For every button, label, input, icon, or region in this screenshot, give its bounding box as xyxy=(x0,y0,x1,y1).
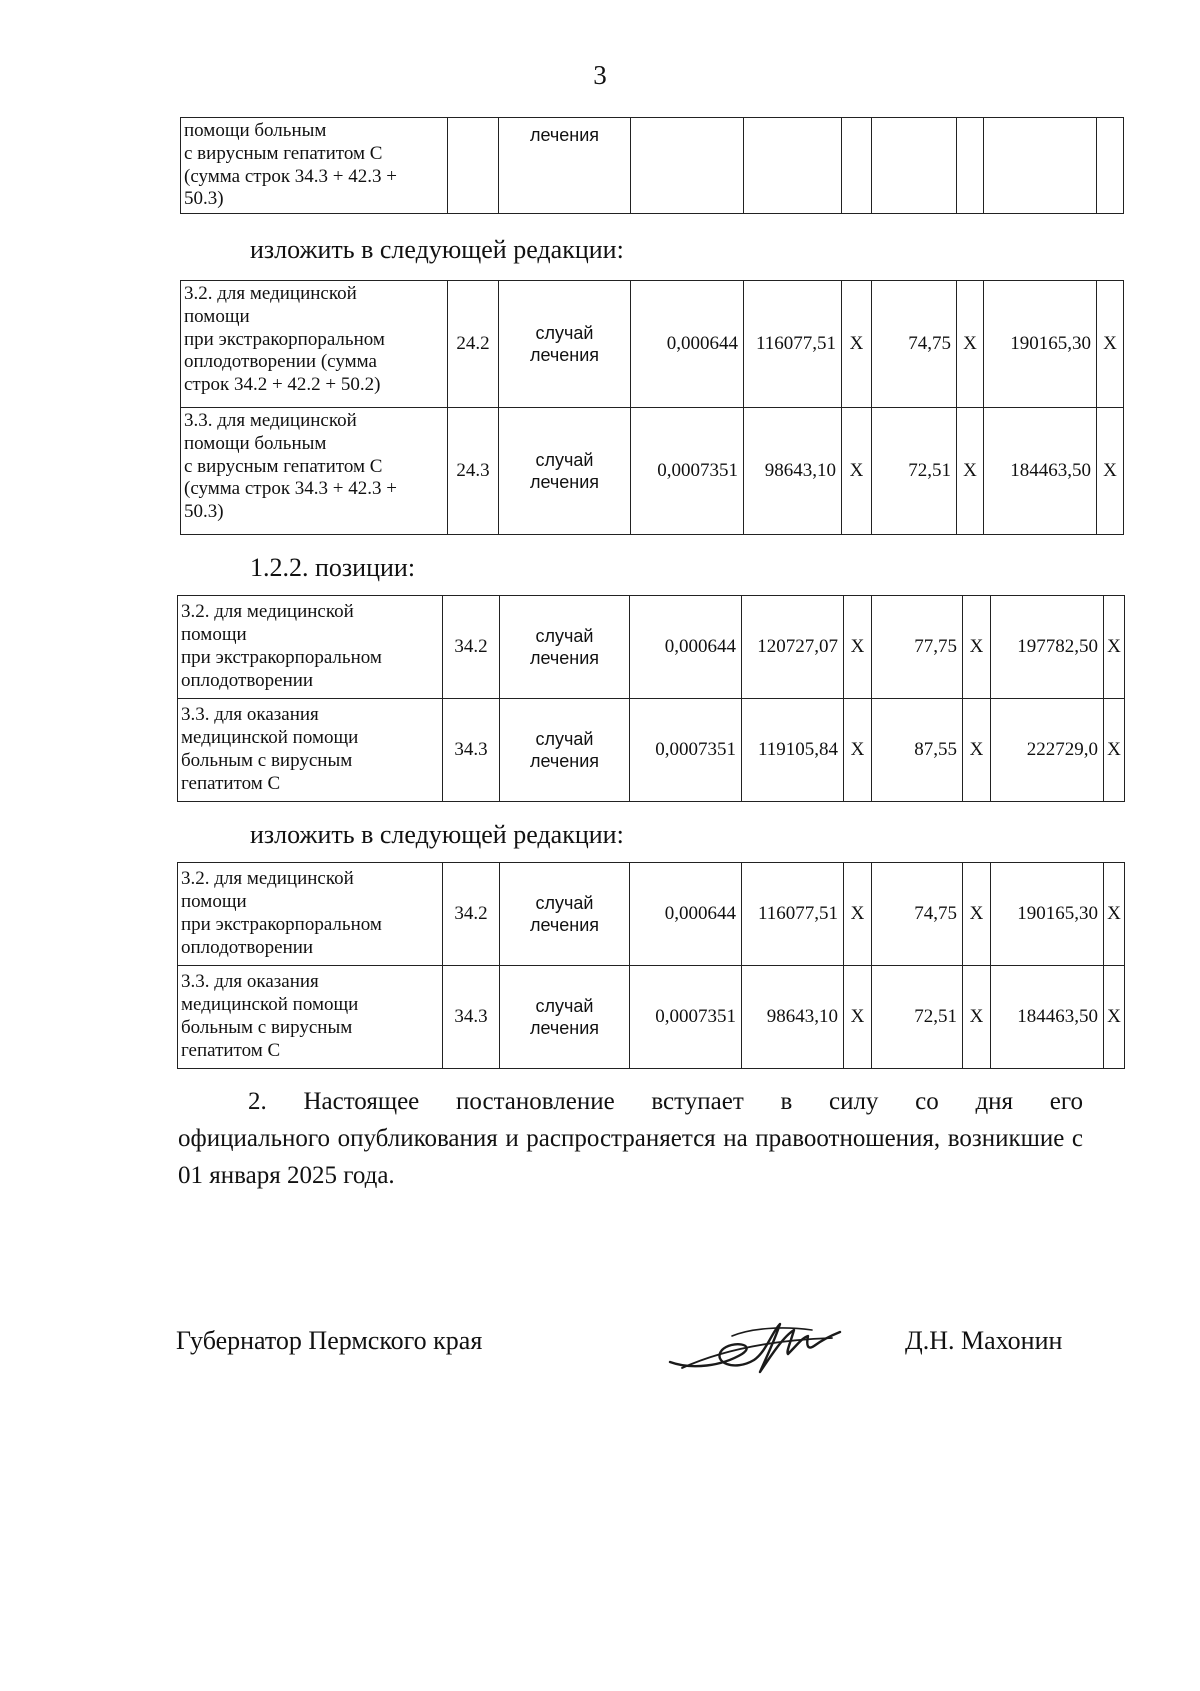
name-line: 50.3) xyxy=(184,188,224,210)
name-line: при экстракорпоральном xyxy=(181,914,382,935)
cell-cost: 120727,07 xyxy=(742,596,844,699)
cell-position-name xyxy=(178,699,443,802)
cell-position-name xyxy=(181,281,448,408)
name-line: (сумма строк 34.3 + 42.3 + xyxy=(184,478,397,500)
cell-norm xyxy=(631,118,744,214)
unit-line: случай xyxy=(535,322,594,343)
table-new-edition-34 xyxy=(177,862,1125,1069)
name-line: оплодотворении xyxy=(181,936,314,958)
name-line: 3.3. для оказания xyxy=(181,704,319,726)
cell-per-capita: 72,51 xyxy=(872,966,963,1069)
cell-per-capita: 74,75 xyxy=(872,863,963,966)
name-line: оплодотворении (сумма xyxy=(184,351,377,373)
name-line: 50.3) xyxy=(184,501,224,523)
table-positions-34 xyxy=(177,595,1125,802)
unit-line: лечения xyxy=(529,915,600,935)
name-line: больным с вирусным xyxy=(181,750,353,771)
name-line: помощи больным xyxy=(184,432,327,454)
cell-position-name xyxy=(178,863,443,966)
cell-unit xyxy=(500,699,630,802)
handwritten-signature xyxy=(662,1310,852,1380)
table-row xyxy=(178,966,1125,1069)
cell-amount: 190165,30 xyxy=(991,863,1104,966)
name-line: медицинской помощи xyxy=(181,727,359,749)
cell-x: X xyxy=(1104,699,1125,802)
table-row xyxy=(181,408,1124,535)
cell-x: X xyxy=(963,699,991,802)
cell-row-code: 34.3 xyxy=(443,966,500,1069)
unit-line: случай xyxy=(535,892,594,913)
cell-norm: 0,000644 xyxy=(630,596,742,699)
name-line: помощи больным xyxy=(184,120,327,141)
cell-x: X xyxy=(1097,408,1124,535)
cell-x: X xyxy=(842,281,872,408)
name-line: с вирусным гепатитом С xyxy=(184,142,383,164)
cell-row-code: 34.2 xyxy=(443,863,500,966)
name-line: строк 34.2 + 42.2 + 50.2) xyxy=(184,374,381,396)
heading-positions: 1.2.2. позиции: xyxy=(250,553,416,582)
table-row xyxy=(178,863,1125,966)
cell-cost: 119105,84 xyxy=(742,699,844,802)
unit-line: случай xyxy=(535,449,594,470)
unit-line: лечения xyxy=(529,751,600,771)
signatory-name: Д.Н. Махонин xyxy=(905,1326,1063,1355)
table-new-edition-24 xyxy=(180,280,1124,535)
cell-cost: 98643,10 xyxy=(742,966,844,1069)
name-line: 3.2. для медицинской xyxy=(184,283,357,304)
name-line: медицинской помощи xyxy=(181,994,359,1016)
name-line: гепатитом С xyxy=(181,1039,281,1061)
name-line: 3.2. для медицинской xyxy=(181,601,354,623)
signatory-title: Губернатор Пермского края xyxy=(176,1326,483,1355)
cell-position-name xyxy=(178,966,443,1069)
cell-unit xyxy=(499,281,631,408)
cell-x: X xyxy=(844,966,872,1069)
table-row xyxy=(178,596,1125,699)
cell-unit xyxy=(499,118,631,214)
table-row xyxy=(181,281,1124,408)
cell-row-code: 34.3 xyxy=(443,699,500,802)
cell-per-capita: 74,75 xyxy=(872,281,957,408)
cell-unit xyxy=(499,408,631,535)
cell-cost: 98643,10 xyxy=(744,408,842,535)
name-line: 3.3. для медицинской xyxy=(184,410,357,431)
cell-x: X xyxy=(963,863,991,966)
cell-position-name xyxy=(178,596,443,699)
unit-line: случай xyxy=(535,995,594,1016)
cell-row-code: 24.3 xyxy=(448,408,499,535)
heading-new-edition-2: изложить в следующей редакции: xyxy=(250,820,624,849)
name-line: помощи xyxy=(181,891,247,913)
unit-line: лечения xyxy=(529,125,600,145)
cell-amount: 197782,50 xyxy=(991,596,1104,699)
paragraph-line-1: 2. Настоящее постановление вступает в силу со дня его xyxy=(248,1088,1083,1115)
cell-x: X xyxy=(963,966,991,1069)
name-line: при экстракорпоральном xyxy=(181,647,382,668)
name-line: 3.2. для медицинской xyxy=(181,868,354,890)
cell-x: X xyxy=(1097,281,1124,408)
cell-x: X xyxy=(1104,863,1125,966)
name-line: помощи xyxy=(181,624,247,646)
unit-line: лечения xyxy=(529,648,600,668)
name-line: с вирусным гепатитом С xyxy=(184,455,383,477)
cell-row-code: 24.2 xyxy=(448,281,499,408)
cell-cost xyxy=(744,118,842,214)
cell-norm: 0,0007351 xyxy=(630,699,742,802)
cell-x: X xyxy=(1104,596,1125,699)
cell-per-capita: 72,51 xyxy=(872,408,957,535)
cell-amount: 222729,0 xyxy=(991,699,1104,802)
table-row xyxy=(181,118,1124,214)
name-line: гепатитом С xyxy=(181,772,281,794)
cell-cost: 116077,51 xyxy=(744,281,842,408)
name-line: больным с вирусным xyxy=(181,1017,353,1038)
cell-x xyxy=(957,118,984,214)
name-line: помощи xyxy=(184,305,250,327)
unit-line: случай xyxy=(535,728,594,749)
cell-amount: 184463,50 xyxy=(984,408,1097,535)
cell-x xyxy=(1097,118,1124,214)
effective-date-paragraph xyxy=(178,1083,1083,1194)
cell-x xyxy=(842,118,872,214)
cell-cost: 116077,51 xyxy=(742,863,844,966)
cell-x: X xyxy=(844,863,872,966)
cell-norm: 0,0007351 xyxy=(631,408,744,535)
cell-row-code: 34.2 xyxy=(443,596,500,699)
cell-norm: 0,0007351 xyxy=(630,966,742,1069)
cell-unit xyxy=(500,596,630,699)
table-row xyxy=(178,699,1125,802)
cell-x: X xyxy=(957,408,984,535)
paragraph-rest: официального опубликования и распространяется на правоотношения, возникшие с 01 января 2025 года. xyxy=(178,1125,1083,1189)
cell-amount xyxy=(984,118,1097,214)
unit-line: лечения xyxy=(529,472,600,492)
cell-x: X xyxy=(957,281,984,408)
name-line: при экстракорпоральном xyxy=(184,328,385,350)
cell-unit xyxy=(500,966,630,1069)
heading-new-edition-1: изложить в следующей редакции: xyxy=(250,235,624,264)
name-line: оплодотворении xyxy=(181,669,314,691)
cell-amount: 184463,50 xyxy=(991,966,1104,1069)
cell-per-capita: 77,75 xyxy=(872,596,963,699)
unit-line: случай xyxy=(535,625,594,646)
cell-x: X xyxy=(1104,966,1125,1069)
cell-per-capita: 87,55 xyxy=(872,699,963,802)
table-continuation xyxy=(180,117,1124,214)
cell-position-name xyxy=(181,118,448,214)
cell-x: X xyxy=(842,408,872,535)
cell-x: X xyxy=(844,699,872,802)
page-number: 3 xyxy=(593,60,607,90)
unit-line: лечения xyxy=(529,345,600,365)
cell-norm: 0,000644 xyxy=(630,863,742,966)
cell-row-code xyxy=(448,118,499,214)
cell-amount: 190165,30 xyxy=(984,281,1097,408)
cell-x: X xyxy=(963,596,991,699)
cell-per-capita xyxy=(872,118,957,214)
cell-norm: 0,000644 xyxy=(631,281,744,408)
unit-line: лечения xyxy=(529,1018,600,1038)
cell-x: X xyxy=(844,596,872,699)
name-line: 3.3. для оказания xyxy=(181,971,319,993)
cell-unit xyxy=(500,863,630,966)
cell-position-name xyxy=(181,408,448,535)
name-line: (сумма строк 34.3 + 42.3 + xyxy=(184,165,397,187)
